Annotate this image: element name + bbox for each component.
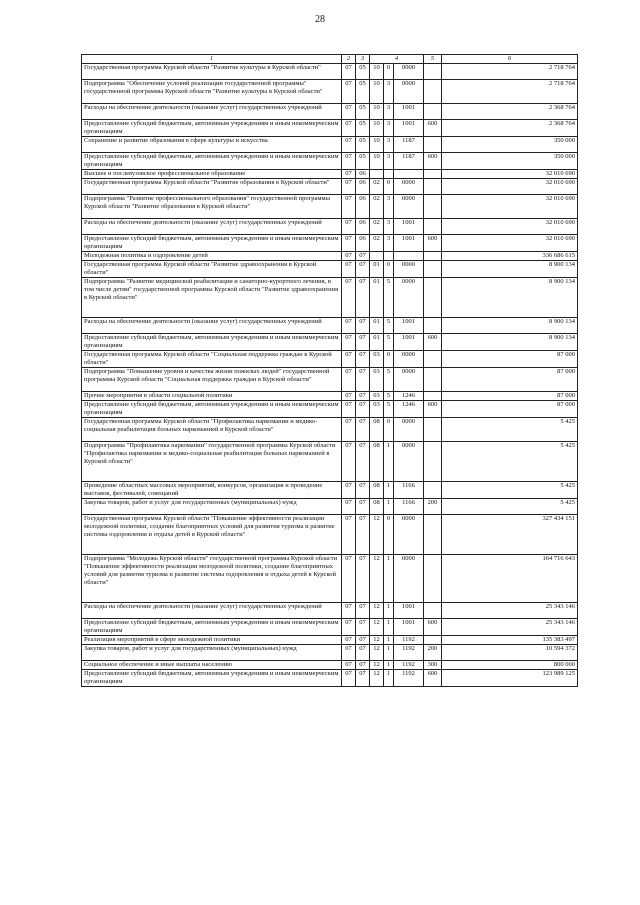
row-subprogram-cell: 3 <box>384 120 394 137</box>
row-direction-cell: 1192 <box>394 661 424 670</box>
header-expense-type: 5 <box>424 55 442 64</box>
row-subsection-cell: 05 <box>356 120 370 137</box>
row-amount-cell: 32 010 690 <box>442 219 578 235</box>
row-direction-cell: 1192 <box>394 645 424 661</box>
row-amount-cell: 5 425 <box>442 418 578 442</box>
row-section-cell: 07 <box>342 179 356 195</box>
table-row <box>82 137 578 153</box>
row-program-cell: 10 <box>370 64 384 80</box>
row-expense-type-cell <box>424 137 442 153</box>
row-program-cell <box>370 252 384 261</box>
row-subsection-cell: 07 <box>356 442 370 482</box>
row-program-cell: 12 <box>370 645 384 661</box>
row-section-cell: 07 <box>342 318 356 334</box>
row-section-cell: 07 <box>342 261 356 278</box>
row-subsection-cell: 07 <box>356 278 370 318</box>
row-expense-type-cell <box>424 104 442 120</box>
row-subprogram-cell: 1 <box>384 555 394 603</box>
table-row <box>82 120 578 137</box>
row-amount-cell: 87 000 <box>442 392 578 401</box>
row-subprogram-cell: 5 <box>384 392 394 401</box>
row-amount-cell: 350 000 <box>442 137 578 153</box>
row-section-cell: 07 <box>342 219 356 235</box>
row-subprogram-cell: 3 <box>384 219 394 235</box>
table-header-row <box>82 55 578 64</box>
row-program-cell: 12 <box>370 603 384 619</box>
row-name-cell: Государственная программа Курской области "Развитие культуры в Курской области" <box>82 64 342 80</box>
row-subprogram-cell: 1 <box>384 619 394 636</box>
row-amount-cell: 32 010 690 <box>442 170 578 179</box>
row-name-cell: Прочие мероприятия в области социальной политики <box>82 392 342 401</box>
row-amount-cell: 8 900 134 <box>442 278 578 318</box>
row-name-cell: Подпрограмма "Обеспечение условий реализации государственной программы" государственной программы Курской области "Развитие культуры в Курской области" <box>82 80 342 104</box>
row-section-cell: 07 <box>342 137 356 153</box>
row-subprogram-cell: 3 <box>384 104 394 120</box>
row-subprogram-cell: 1 <box>384 603 394 619</box>
row-expense-type-cell <box>424 368 442 392</box>
row-section-cell: 07 <box>342 153 356 170</box>
row-program-cell: 12 <box>370 636 384 645</box>
row-name-cell: Расходы на обеспечение деятельности (оказание услуг) государственных учреждений <box>82 219 342 235</box>
row-amount-cell: 25 343 146 <box>442 603 578 619</box>
row-amount-cell: 123 989 125 <box>442 670 578 687</box>
row-subsection-cell: 07 <box>356 499 370 515</box>
row-expense-type-cell: 200 <box>424 645 442 661</box>
row-section-cell: 07 <box>342 80 356 104</box>
row-subprogram-cell: 1 <box>384 442 394 482</box>
row-name-cell: Проведение областных массовых мероприятий, конкурсов, организация и проведение выставок, фестивалей, совещаний <box>82 482 342 499</box>
row-name-cell: Предоставление субсидий бюджетным, автономным учреждениям и иным некоммерческим организациям <box>82 334 342 351</box>
row-subprogram-cell: 5 <box>384 368 394 392</box>
row-direction-cell: 1192 <box>394 670 424 687</box>
row-expense-type-cell <box>424 64 442 80</box>
row-direction-cell: 1001 <box>394 104 424 120</box>
row-direction-cell: 1166 <box>394 482 424 499</box>
row-name-cell: Предоставление субсидий бюджетным, автономным учреждениям и иным некоммерческим организациям <box>82 153 342 170</box>
row-program-cell: 01 <box>370 261 384 278</box>
row-direction-cell: 0000 <box>394 80 424 104</box>
row-amount-cell: 8 900 134 <box>442 318 578 334</box>
row-direction-cell: 0000 <box>394 442 424 482</box>
row-subsection-cell: 07 <box>356 392 370 401</box>
row-section-cell: 07 <box>342 418 356 442</box>
row-subprogram-cell: 0 <box>384 351 394 368</box>
row-program-cell: 10 <box>370 120 384 137</box>
row-subprogram-cell: 3 <box>384 153 394 170</box>
table-row <box>82 195 578 219</box>
row-program-cell: 03 <box>370 368 384 392</box>
row-section-cell: 07 <box>342 195 356 219</box>
budget-table <box>81 54 578 687</box>
row-amount-cell: 135 383 497 <box>442 636 578 645</box>
row-subprogram-cell: 0 <box>384 418 394 442</box>
row-section-cell: 07 <box>342 515 356 555</box>
row-name-cell: Государственная программа Курской области "Социальная поддержка граждан в Курской области" <box>82 351 342 368</box>
row-subsection-cell: 07 <box>356 603 370 619</box>
row-expense-type-cell <box>424 392 442 401</box>
row-program-cell: 12 <box>370 619 384 636</box>
row-expense-type-cell: 600 <box>424 619 442 636</box>
row-name-cell: Сохранение и развитие образования в сфере культуры и искусства <box>82 137 342 153</box>
row-amount-cell: 25 343 146 <box>442 619 578 636</box>
row-amount-cell: 327 434 151 <box>442 515 578 555</box>
table-body <box>82 64 578 687</box>
row-direction-cell: 0000 <box>394 195 424 219</box>
row-expense-type-cell <box>424 418 442 442</box>
table-row <box>82 368 578 392</box>
row-program-cell: 10 <box>370 137 384 153</box>
row-direction-cell: 1001 <box>394 334 424 351</box>
row-expense-type-cell <box>424 219 442 235</box>
row-subsection-cell: 07 <box>356 418 370 442</box>
row-subsection-cell: 07 <box>356 555 370 603</box>
row-section-cell: 07 <box>342 334 356 351</box>
row-expense-type-cell: 600 <box>424 235 442 252</box>
row-program-cell: 02 <box>370 235 384 252</box>
table-row <box>82 104 578 120</box>
table-row <box>82 619 578 636</box>
row-subprogram-cell: 3 <box>384 195 394 219</box>
row-subsection-cell: 06 <box>356 195 370 219</box>
row-section-cell: 07 <box>342 392 356 401</box>
row-program-cell: 08 <box>370 418 384 442</box>
row-amount-cell: 32 010 690 <box>442 179 578 195</box>
row-subsection-cell: 05 <box>356 137 370 153</box>
row-name-cell: Государственная программа Курской области "Профилактика наркомании и медико-социальная реабилитация больных наркоманией в Курской области" <box>82 418 342 442</box>
table-row <box>82 170 578 179</box>
row-name-cell: Государственная программа Курской области "Развитие здравоохранения в Курской области" <box>82 261 342 278</box>
row-direction-cell: 1001 <box>394 603 424 619</box>
row-amount-cell: 87 000 <box>442 368 578 392</box>
row-amount-cell: 2 718 764 <box>442 80 578 104</box>
row-subsection-cell: 07 <box>356 482 370 499</box>
row-program-cell: 08 <box>370 482 384 499</box>
table-row <box>82 645 578 661</box>
row-subsection-cell: 06 <box>356 170 370 179</box>
row-subsection-cell: 07 <box>356 261 370 278</box>
header-subsection: 3 <box>356 55 370 64</box>
row-subprogram-cell: 5 <box>384 401 394 418</box>
row-name-cell: Расходы на обеспечение деятельности (оказание услуг) государственных учреждений <box>82 603 342 619</box>
row-expense-type-cell: 600 <box>424 334 442 351</box>
row-direction-cell: 1001 <box>394 318 424 334</box>
table-row <box>82 235 578 252</box>
row-name-cell: Предоставление субсидий бюджетным, автономным учреждениям и иным некоммерческим организациям <box>82 401 342 418</box>
row-direction-cell: 0000 <box>394 515 424 555</box>
row-amount-cell: 8 900 134 <box>442 261 578 278</box>
page-number: 28 <box>315 14 325 25</box>
row-amount-cell: 87 000 <box>442 401 578 418</box>
row-subprogram-cell: 0 <box>384 261 394 278</box>
row-name-cell: Государственная программа Курской области "Повышение эффективности реализации молодежной политики, создание благоприятных условий для развития туризма и развитие системы оздоровления и отдыха детей в Курской области" <box>82 515 342 555</box>
row-direction-cell: 0000 <box>394 64 424 80</box>
row-program-cell: 03 <box>370 351 384 368</box>
table-row <box>82 392 578 401</box>
row-section-cell: 07 <box>342 278 356 318</box>
row-name-cell: Молодежная политика и оздоровление детей <box>82 252 342 261</box>
row-program-cell: 08 <box>370 442 384 482</box>
table-row <box>82 401 578 418</box>
row-program-cell: 01 <box>370 334 384 351</box>
row-program-cell: 12 <box>370 555 384 603</box>
row-direction-cell: 1192 <box>394 636 424 645</box>
row-subsection-cell: 05 <box>356 104 370 120</box>
row-expense-type-cell <box>424 80 442 104</box>
row-expense-type-cell: 300 <box>424 661 442 670</box>
table-row <box>82 636 578 645</box>
row-section-cell: 07 <box>342 170 356 179</box>
table-row <box>82 482 578 499</box>
row-direction-cell: 1246 <box>394 392 424 401</box>
row-section-cell: 07 <box>342 401 356 418</box>
row-name-cell: Подпрограмма "Повышение уровня и качества жизни пожилых людей" государственной программы Курской области "Социальная поддержка граждан в Курской области" <box>82 368 342 392</box>
row-subprogram-cell: 5 <box>384 334 394 351</box>
row-program-cell <box>370 170 384 179</box>
row-amount-cell: 8 900 134 <box>442 334 578 351</box>
row-subprogram-cell: 1 <box>384 482 394 499</box>
header-section: 2 <box>342 55 356 64</box>
row-name-cell: Высшее и послевузовское профессиональное образование <box>82 170 342 179</box>
table-row <box>82 661 578 670</box>
row-name-cell: Закупка товаров, работ и услуг для государственных (муниципальных) нужд <box>82 499 342 515</box>
row-subsection-cell: 07 <box>356 401 370 418</box>
row-expense-type-cell <box>424 442 442 482</box>
row-subprogram-cell: 0 <box>384 179 394 195</box>
row-subprogram-cell: 5 <box>384 318 394 334</box>
row-program-cell: 08 <box>370 499 384 515</box>
row-subprogram-cell <box>384 252 394 261</box>
row-direction-cell: 1001 <box>394 235 424 252</box>
row-subsection-cell: 07 <box>356 334 370 351</box>
row-section-cell: 07 <box>342 351 356 368</box>
header-name: 1 <box>82 55 342 64</box>
row-subsection-cell: 05 <box>356 80 370 104</box>
row-expense-type-cell <box>424 555 442 603</box>
row-name-cell: Расходы на обеспечение деятельности (оказание услуг) государственных учреждений <box>82 104 342 120</box>
row-expense-type-cell <box>424 603 442 619</box>
row-subsection-cell: 07 <box>356 515 370 555</box>
row-expense-type-cell <box>424 278 442 318</box>
row-section-cell: 07 <box>342 64 356 80</box>
row-direction-cell: 1187 <box>394 137 424 153</box>
row-direction-cell: 0000 <box>394 261 424 278</box>
table-row <box>82 499 578 515</box>
row-subsection-cell: 05 <box>356 153 370 170</box>
row-amount-cell: 2 368 764 <box>442 120 578 137</box>
row-section-cell: 07 <box>342 482 356 499</box>
row-subprogram-cell: 0 <box>384 64 394 80</box>
row-program-cell: 12 <box>370 670 384 687</box>
table-row <box>82 418 578 442</box>
row-subprogram-cell: 1 <box>384 661 394 670</box>
row-section-cell: 07 <box>342 619 356 636</box>
row-subsection-cell: 07 <box>356 670 370 687</box>
row-program-cell: 01 <box>370 278 384 318</box>
row-subprogram-cell: 3 <box>384 235 394 252</box>
row-program-cell: 02 <box>370 195 384 219</box>
row-section-cell: 07 <box>342 636 356 645</box>
row-subsection-cell: 06 <box>356 219 370 235</box>
row-subprogram-cell: 3 <box>384 80 394 104</box>
row-subprogram-cell <box>384 170 394 179</box>
row-name-cell: Закупка товаров, работ и услуг для государственных (муниципальных) нужд <box>82 645 342 661</box>
table-row <box>82 153 578 170</box>
row-direction-cell <box>394 170 424 179</box>
row-amount-cell: 32 010 690 <box>442 235 578 252</box>
row-section-cell: 07 <box>342 670 356 687</box>
table-row <box>82 278 578 318</box>
row-name-cell: Предоставление субсидий бюджетным, автономным учреждениям и иным некоммерческим организациям <box>82 670 342 687</box>
row-program-cell: 02 <box>370 179 384 195</box>
row-name-cell: Социальное обеспечение и иные выплаты населению <box>82 661 342 670</box>
row-subprogram-cell: 1 <box>384 499 394 515</box>
row-program-cell: 10 <box>370 153 384 170</box>
row-expense-type-cell <box>424 351 442 368</box>
row-direction-cell: 0000 <box>394 179 424 195</box>
row-subsection-cell: 07 <box>356 368 370 392</box>
row-expense-type-cell <box>424 482 442 499</box>
row-amount-cell: 164 716 643 <box>442 555 578 603</box>
row-expense-type-cell: 600 <box>424 120 442 137</box>
row-subprogram-cell: 0 <box>384 515 394 555</box>
row-name-cell: Предоставление субсидий бюджетным, автономным учреждениям и иным некоммерческим организациям <box>82 619 342 636</box>
row-amount-cell: 10 594 372 <box>442 645 578 661</box>
row-program-cell: 12 <box>370 661 384 670</box>
row-amount-cell: 32 010 690 <box>442 195 578 219</box>
row-section-cell: 07 <box>342 555 356 603</box>
row-expense-type-cell <box>424 170 442 179</box>
row-direction-cell: 1246 <box>394 401 424 418</box>
row-expense-type-cell: 600 <box>424 401 442 418</box>
table-row <box>82 179 578 195</box>
row-subsection-cell: 07 <box>356 619 370 636</box>
row-amount-cell: 350 000 <box>442 153 578 170</box>
row-subsection-cell: 07 <box>356 661 370 670</box>
row-expense-type-cell <box>424 252 442 261</box>
row-direction-cell: 0000 <box>394 368 424 392</box>
table-row <box>82 334 578 351</box>
row-subprogram-cell: 3 <box>384 137 394 153</box>
row-amount-cell: 800 000 <box>442 661 578 670</box>
row-direction-cell: 0000 <box>394 555 424 603</box>
row-direction-cell: 0000 <box>394 278 424 318</box>
table-row <box>82 261 578 278</box>
row-section-cell: 07 <box>342 120 356 137</box>
row-section-cell: 07 <box>342 442 356 482</box>
table-row <box>82 80 578 104</box>
row-expense-type-cell: 200 <box>424 499 442 515</box>
table-row <box>82 318 578 334</box>
row-section-cell: 07 <box>342 661 356 670</box>
row-direction-cell: 1001 <box>394 619 424 636</box>
row-subsection-cell: 06 <box>356 235 370 252</box>
row-expense-type-cell <box>424 515 442 555</box>
row-name-cell: Предоставление субсидий бюджетным, автономным учреждениям и иным некоммерческим организациям <box>82 235 342 252</box>
row-subsection-cell: 07 <box>356 645 370 661</box>
row-amount-cell: 5 425 <box>442 482 578 499</box>
table-row <box>82 252 578 261</box>
row-section-cell: 07 <box>342 104 356 120</box>
row-section-cell: 07 <box>342 368 356 392</box>
row-program-cell: 03 <box>370 401 384 418</box>
row-expense-type-cell <box>424 261 442 278</box>
row-amount-cell: 5 425 <box>442 442 578 482</box>
row-direction-cell <box>394 252 424 261</box>
header-amount: 6 <box>442 55 578 64</box>
row-direction-cell: 1001 <box>394 219 424 235</box>
row-subsection-cell: 07 <box>356 351 370 368</box>
row-expense-type-cell <box>424 179 442 195</box>
row-subprogram-cell: 1 <box>384 636 394 645</box>
row-subsection-cell: 07 <box>356 252 370 261</box>
row-section-cell: 07 <box>342 252 356 261</box>
row-section-cell: 07 <box>342 235 356 252</box>
row-name-cell: Подпрограмма "Профилактика наркомании" государственной программы Курской области "Профилактика наркомании и медико-социальная реабилитация больных наркоманией в Курской области" <box>82 442 342 482</box>
table-row <box>82 670 578 687</box>
table-row <box>82 555 578 603</box>
row-direction-cell: 1166 <box>394 499 424 515</box>
row-section-cell: 07 <box>342 603 356 619</box>
row-subprogram-cell: 1 <box>384 670 394 687</box>
row-expense-type-cell <box>424 636 442 645</box>
row-subsection-cell: 07 <box>356 636 370 645</box>
table-row <box>82 603 578 619</box>
table-row <box>82 351 578 368</box>
row-direction-cell: 0000 <box>394 418 424 442</box>
row-amount-cell: 336 686 615 <box>442 252 578 261</box>
row-name-cell: Государственная программа Курской области "Развитие образования в Курской области" <box>82 179 342 195</box>
row-name-cell: Подпрограмма "Развитие медицинской реабилитации и санаторно-курортного лечения, в том числе детям" государственной программы Курской области "Развитие здравоохранения в Курской области" <box>82 278 342 318</box>
row-expense-type-cell: 600 <box>424 670 442 687</box>
row-amount-cell: 87 000 <box>442 351 578 368</box>
row-program-cell: 10 <box>370 104 384 120</box>
row-expense-type-cell <box>424 195 442 219</box>
row-subsection-cell: 05 <box>356 64 370 80</box>
table-row <box>82 64 578 80</box>
row-expense-type-cell: 600 <box>424 153 442 170</box>
row-direction-cell: 0000 <box>394 351 424 368</box>
row-program-cell: 10 <box>370 80 384 104</box>
row-amount-cell: 2 718 764 <box>442 64 578 80</box>
row-name-cell: Подпрограмма "Развитие профессионального образования" государственной программы Курской области "Развитие образования в Курской области" <box>82 195 342 219</box>
row-name-cell: Предоставление субсидий бюджетным, автономным учреждениям и иным некоммерческим организациям <box>82 120 342 137</box>
row-section-cell: 07 <box>342 645 356 661</box>
row-amount-cell: 5 425 <box>442 499 578 515</box>
row-expense-type-cell <box>424 318 442 334</box>
row-direction-cell: 1187 <box>394 153 424 170</box>
row-subsection-cell: 07 <box>356 318 370 334</box>
row-direction-cell: 1001 <box>394 120 424 137</box>
table-row <box>82 515 578 555</box>
row-program-cell: 12 <box>370 515 384 555</box>
row-subprogram-cell: 5 <box>384 278 394 318</box>
row-amount-cell: 2 368 764 <box>442 104 578 120</box>
header-target-article: 4 <box>370 55 424 64</box>
table-row <box>82 442 578 482</box>
row-name-cell: Подпрограмма "Молодежь Курской области" государственной программы Курской области "Повышение эффективности реализации молодежной политики, создание благоприятных условий для развития туризма и развитие системы оздоровления и отдыха детей в Курской области" <box>82 555 342 603</box>
row-name-cell: Расходы на обеспечение деятельности (оказание услуг) государственных учреждений <box>82 318 342 334</box>
table-row <box>82 219 578 235</box>
row-program-cell: 03 <box>370 392 384 401</box>
row-program-cell: 02 <box>370 219 384 235</box>
row-subsection-cell: 06 <box>356 179 370 195</box>
row-name-cell: Реализация мероприятий в сфере молодежной политики <box>82 636 342 645</box>
row-program-cell: 01 <box>370 318 384 334</box>
row-subprogram-cell: 1 <box>384 645 394 661</box>
row-section-cell: 07 <box>342 499 356 515</box>
